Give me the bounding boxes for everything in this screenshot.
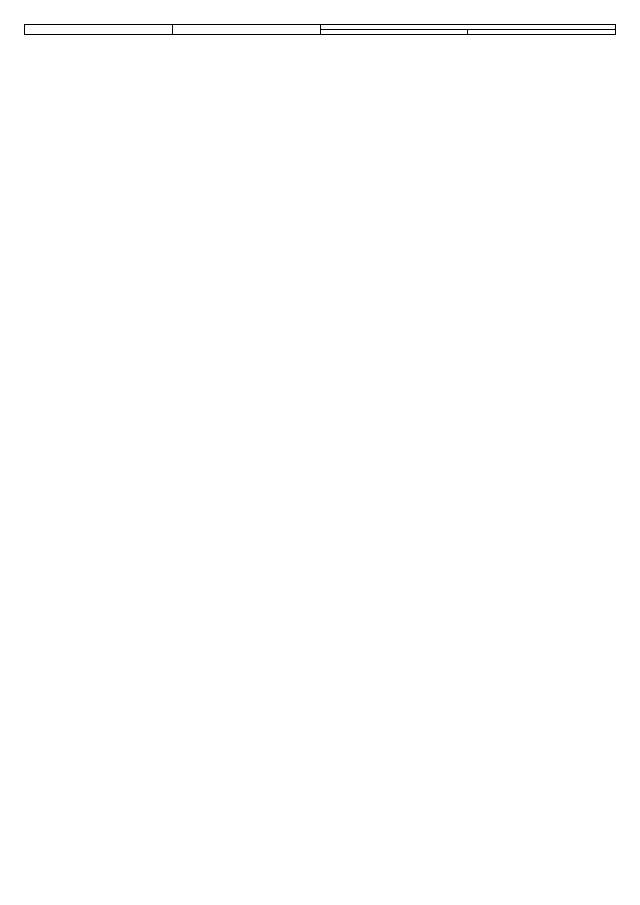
col-name — [172, 25, 320, 35]
indices-table — [24, 24, 616, 35]
col-period-1 — [320, 30, 468, 35]
col-num — [25, 25, 173, 35]
col-period-2 — [468, 30, 616, 35]
